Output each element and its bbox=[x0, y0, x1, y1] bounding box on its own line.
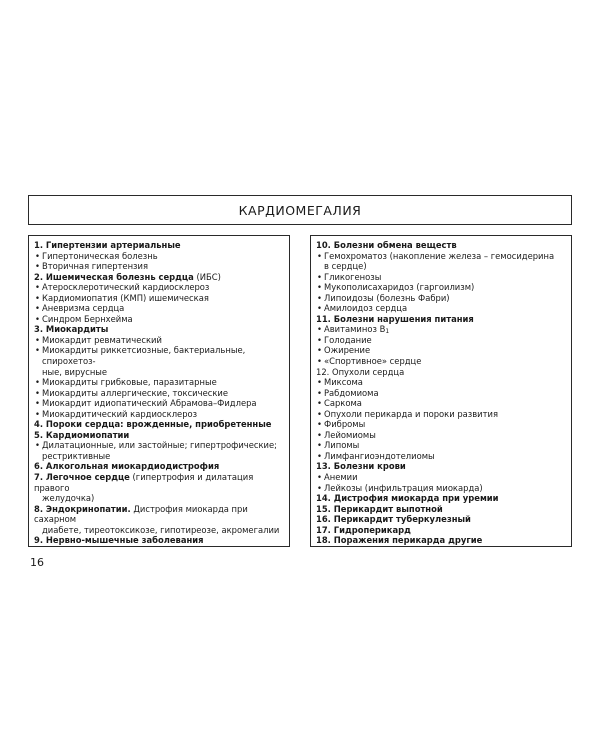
entry-text: 16. Перикардит туберкулезный bbox=[316, 514, 471, 525]
entry-text: 4. Пороки сердца: врожденные, приобретенные bbox=[34, 419, 272, 430]
section-heading bbox=[316, 525, 565, 536]
list-item bbox=[316, 303, 565, 314]
list-item bbox=[316, 345, 565, 356]
entry-text: Миокардиты риккетсиозные, бактериальные, спирохетоз- bbox=[42, 345, 246, 367]
list-item bbox=[316, 377, 565, 388]
entry-text: 8. Эндокринопатии. bbox=[34, 503, 131, 514]
entry-text: Миокардитический кардиосклероз bbox=[42, 408, 198, 419]
entry-text: Вторичная гипертензия bbox=[42, 261, 148, 272]
section-heading bbox=[316, 493, 565, 504]
entry-text: 7. Легочное сердце bbox=[34, 472, 130, 483]
section-heading bbox=[316, 535, 565, 546]
right-column bbox=[310, 235, 572, 547]
list-item bbox=[34, 367, 283, 378]
list-item bbox=[316, 261, 565, 272]
list-item bbox=[34, 451, 283, 462]
list-item bbox=[34, 377, 283, 388]
entry-text: Опухоли перикарда и пороки развития bbox=[324, 408, 498, 419]
entry-text: Миокардит идиопатический Абрамова–Фидлера bbox=[42, 398, 257, 409]
list-item bbox=[316, 324, 565, 335]
entry-text: 12. Опухоли сердца bbox=[316, 366, 405, 377]
entry-text: Голодание bbox=[324, 334, 372, 345]
list-item bbox=[34, 525, 283, 536]
list-item bbox=[316, 430, 565, 441]
entry-text: Липомы bbox=[324, 440, 360, 451]
list-item bbox=[34, 388, 283, 399]
entry-text: Миксома bbox=[324, 377, 363, 388]
entry-text: рестриктивные bbox=[42, 450, 111, 461]
list-item bbox=[316, 409, 565, 420]
list-item bbox=[34, 303, 283, 314]
section-heading bbox=[34, 430, 283, 441]
entry-text: ные, вирусные bbox=[42, 366, 108, 377]
entry-text: Ожирение bbox=[324, 345, 371, 356]
entry-text: Лейкозы (инфильтрация миокарда) bbox=[324, 482, 483, 493]
entry-text: Амилоидоз сердца bbox=[324, 303, 408, 314]
section-heading bbox=[316, 240, 565, 251]
list-item bbox=[34, 251, 283, 262]
entry-text: 2. Ишемическая болезнь сердца bbox=[34, 271, 194, 282]
entry-text: 15. Перикардит выпотной bbox=[316, 503, 443, 514]
entry-text: диабете, тиреотоксикозе, гипотиреозе, акромегалии bbox=[42, 524, 280, 535]
entry-text: Кардиомиопатия (КМП) ишемическая bbox=[42, 292, 209, 303]
list-item bbox=[34, 409, 283, 420]
entry-text: Гипертоническая болезнь bbox=[42, 250, 158, 261]
entry-text: Анемии bbox=[324, 472, 358, 483]
list-item bbox=[316, 293, 565, 304]
list-item bbox=[316, 440, 565, 451]
entry-text: 11. Болезни нарушения питания bbox=[316, 313, 474, 324]
entry-text: 1. Гипертензии артериальные bbox=[34, 240, 181, 250]
entry-text: Фибромы bbox=[324, 419, 366, 430]
entry-text: Авитаминоз B bbox=[324, 324, 386, 335]
list-item bbox=[316, 388, 565, 399]
entry-suffix: (ИБС) bbox=[193, 271, 221, 282]
entry-text: Саркома bbox=[324, 398, 362, 409]
entry-text: 3. Миокардиты bbox=[34, 324, 109, 335]
entry-text: Атеросклеротический кардиосклероз bbox=[42, 282, 210, 293]
entry-text: Мукополисахаридоз (гаргоилизм) bbox=[324, 282, 475, 293]
list-item bbox=[34, 345, 283, 366]
list-item bbox=[316, 398, 565, 409]
entry-text: Липоидозы (болезнь Фабри) bbox=[324, 292, 450, 303]
list-item bbox=[316, 451, 565, 462]
entry-suffix: Дистрофия миокарда при сахарном bbox=[34, 503, 248, 525]
entry-text: Миокардит ревматический bbox=[42, 334, 162, 345]
entry-text: «Спортивное» сердце bbox=[324, 356, 422, 367]
list-item bbox=[34, 398, 283, 409]
list-item bbox=[34, 314, 283, 325]
list-item bbox=[316, 419, 565, 430]
subscript: 1 bbox=[385, 328, 390, 336]
list-item bbox=[316, 272, 565, 283]
entry-text: 6. Алкогольная миокардиодистрофия bbox=[34, 461, 220, 472]
entry-text: Лимфангиоэндотелиомы bbox=[324, 450, 435, 461]
entry-text: Синдром Бернхейма bbox=[42, 313, 133, 324]
entry-text: 10. Болезни обмена веществ bbox=[316, 240, 457, 250]
list-item bbox=[316, 483, 565, 494]
entry-text: 14. Дистрофия миокарда при уремии bbox=[316, 493, 499, 504]
entry-text: 5. Кардиомиопатии bbox=[34, 429, 130, 440]
page-number: 16 bbox=[30, 556, 44, 569]
page-title: КАРДИОМЕГАЛИЯ bbox=[238, 202, 362, 218]
section-heading bbox=[316, 461, 565, 472]
list-item bbox=[34, 335, 283, 346]
title-box bbox=[28, 195, 572, 225]
entry-text: в сердце) bbox=[324, 261, 367, 272]
entry-text: 18. Поражения перикарда другие bbox=[316, 535, 483, 546]
section-heading bbox=[34, 419, 283, 430]
list-item bbox=[316, 472, 565, 483]
section-heading bbox=[34, 535, 283, 546]
list-item bbox=[34, 282, 283, 293]
entry-text: Дилатационные, или застойные; гипертрофические; bbox=[42, 440, 277, 451]
section-heading bbox=[34, 472, 283, 493]
entry-text: Лейомиомы bbox=[324, 429, 376, 440]
entry-text: Аневризма сердца bbox=[42, 303, 125, 314]
section-heading bbox=[34, 240, 283, 251]
entry-text: 13. Болезни крови bbox=[316, 461, 406, 472]
list-item bbox=[316, 282, 565, 293]
section-heading bbox=[316, 514, 565, 525]
section-heading bbox=[34, 504, 283, 525]
list-item bbox=[34, 261, 283, 272]
entry-text: желудочка) bbox=[42, 493, 95, 504]
section-heading bbox=[34, 272, 283, 283]
list-item bbox=[34, 293, 283, 304]
entry-text: 17. Гидроперикард bbox=[316, 524, 411, 535]
section-heading bbox=[316, 367, 565, 378]
list-item bbox=[34, 440, 283, 451]
entry-text: Миокардиты аллергические, токсические bbox=[42, 387, 228, 398]
section-heading bbox=[316, 314, 565, 325]
list-item bbox=[34, 493, 283, 504]
section-heading bbox=[316, 504, 565, 515]
entry-suffix: (гипертрофия и дилатация правого bbox=[34, 472, 254, 493]
entry-text: Гликогенозы bbox=[324, 271, 382, 282]
list-item bbox=[316, 356, 565, 367]
list-item bbox=[316, 251, 565, 262]
entry-text: Рабдомиома bbox=[324, 387, 379, 398]
entry-text: 9. Нервно-мышечные заболевания bbox=[34, 535, 204, 546]
section-heading bbox=[34, 324, 283, 335]
list-item bbox=[316, 335, 565, 346]
entry-text: Гемохроматоз (накопление железа – гемосидерина bbox=[324, 250, 555, 261]
entry-text: Миокардиты грибковые, паразитарные bbox=[42, 377, 217, 388]
section-heading bbox=[34, 461, 283, 472]
left-column bbox=[28, 235, 290, 547]
